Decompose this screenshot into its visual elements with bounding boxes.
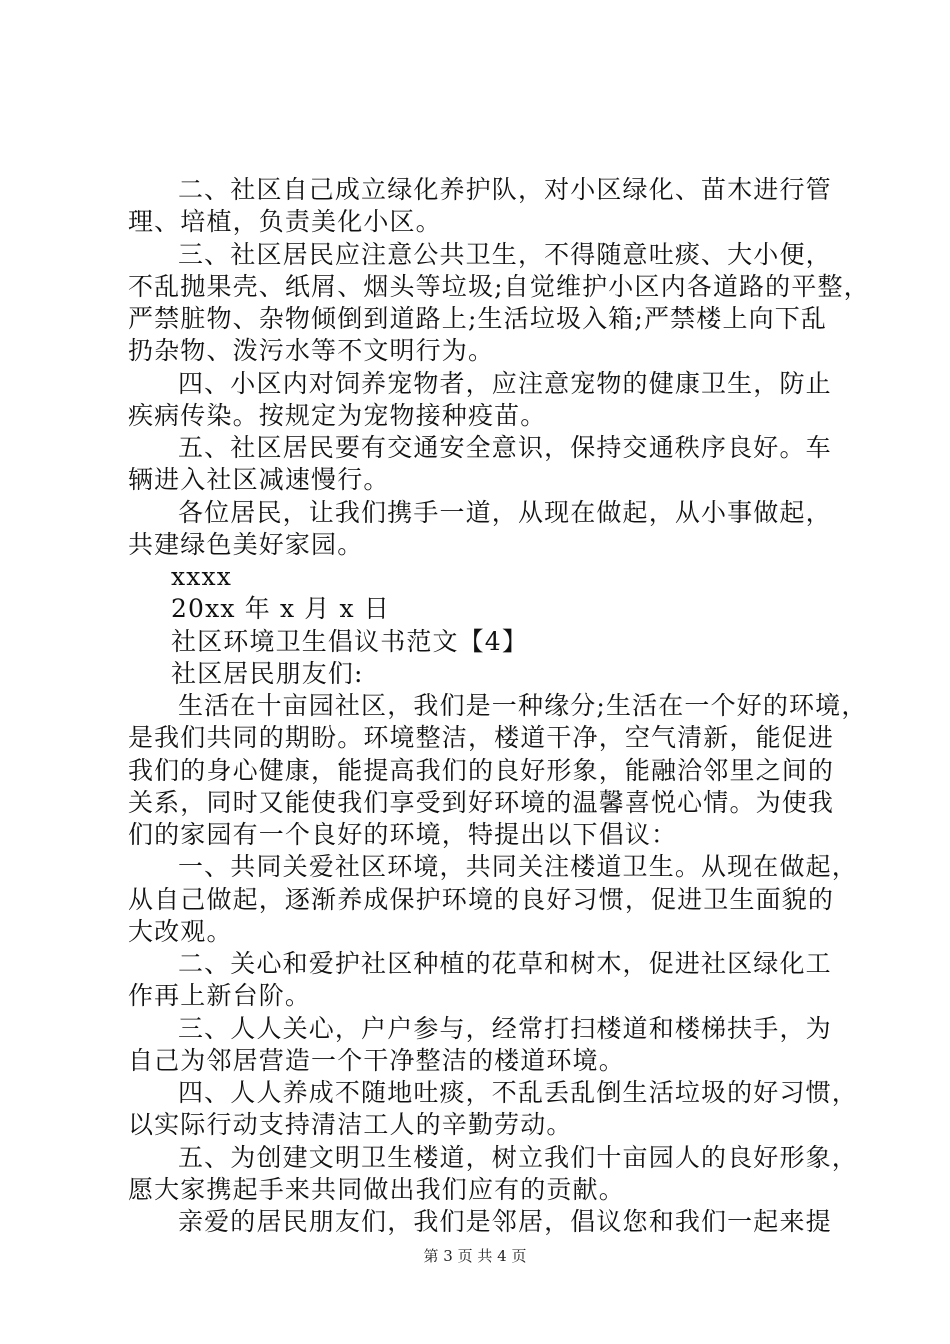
text-line: 二、关心和爱护社区种植的花草和树木，促进社区绿化工 (178, 949, 832, 978)
text-line: 社区居民朋友们: (171, 658, 364, 688)
text-line: 三、社区居民应注意公共卫生，不得随意吐痰、大小便， (178, 239, 832, 269)
text-line: 社区环境卫生倡议书范文【4】 (171, 626, 529, 656)
text-line: 是我们共同的期盼。环境整洁，楼道干净，空气清新，能促进 (128, 723, 835, 753)
text-line: 大改观。 (128, 916, 233, 946)
text-line: 愿大家携起手来共同做出我们应有的贡献。 (128, 1174, 625, 1204)
text-line: 作再上新台阶。 (128, 981, 312, 1011)
page-footer: 第 3 页 共 4 页 (423, 1247, 527, 1265)
text-line: 三、人人关心，户户参与，经常打扫楼道和楼梯扶手，为 (178, 1013, 832, 1043)
text-line: 四、小区内对饲养宠物者，应注意宠物的健康卫生，防止 (178, 368, 832, 398)
text-line: xxxx (171, 562, 232, 591)
text-line: 不乱抛果壳、纸屑、烟头等垃圾;自觉维护小区内各道路的平整， (128, 271, 870, 301)
text-line: 自己为邻居营造一个干净整洁的楼道环境。 (128, 1045, 625, 1075)
text-line: 关系，同时又能使我们享受到好环境的温馨喜悦心情。为使我 (128, 787, 835, 817)
text-line: 从自己做起，逐渐养成保护环境的良好习惯，促进卫生面貌的 (128, 884, 835, 914)
text-line: 辆进入社区减速慢行。 (128, 465, 390, 495)
text-line: 五、为创建文明卫生楼道，树立我们十亩园人的良好形象， (178, 1142, 858, 1172)
text-line: 四、人人养成不随地吐痰，不乱丢乱倒生活垃圾的好习惯， (178, 1078, 858, 1107)
text-line: 二、社区自己成立绿化养护队，对小区绿化、苗木进行管 (178, 175, 832, 204)
text-line: 我们的身心健康，能提高我们的良好形象，能融洽邻里之间的 (128, 755, 835, 785)
text-line: 们的家园有一个良好的环境，特提出以下倡议： (128, 820, 678, 849)
text-line: 疾病传染。按规定为宠物接种疫苗。 (128, 400, 547, 430)
text-line: 扔杂物、泼污水等不文明行为。 (128, 336, 495, 366)
text-line: 20xx 年 x 月 x 日 (171, 594, 391, 624)
text-line: 各位居民，让我们携手一道，从现在做起，从小事做起， (178, 497, 832, 527)
text-line: 一、共同关爱社区环境，共同关注楼道卫生。从现在做起， (178, 852, 858, 882)
text-line: 共建绿色美好家园。 (128, 529, 364, 559)
text-line: 生活在十亩园社区，我们是一种缘分;生活在一个好的环境， (178, 691, 868, 720)
text-line: 严禁脏物、杂物倾倒到道路上;生活垃圾入箱;严禁楼上向下乱 (128, 304, 828, 333)
text-line: 五、社区居民要有交通安全意识，保持交通秩序良好。车 (178, 433, 832, 462)
text-line: 以实际行动支持清洁工人的辛勤劳动。 (128, 1110, 573, 1140)
text-line: 理、培植，负责美化小区。 (128, 207, 442, 237)
document-body (128, 174, 870, 1238)
text-line: 亲爱的居民朋友们，我们是邻居，倡议您和我们一起来提 (178, 1207, 832, 1236)
